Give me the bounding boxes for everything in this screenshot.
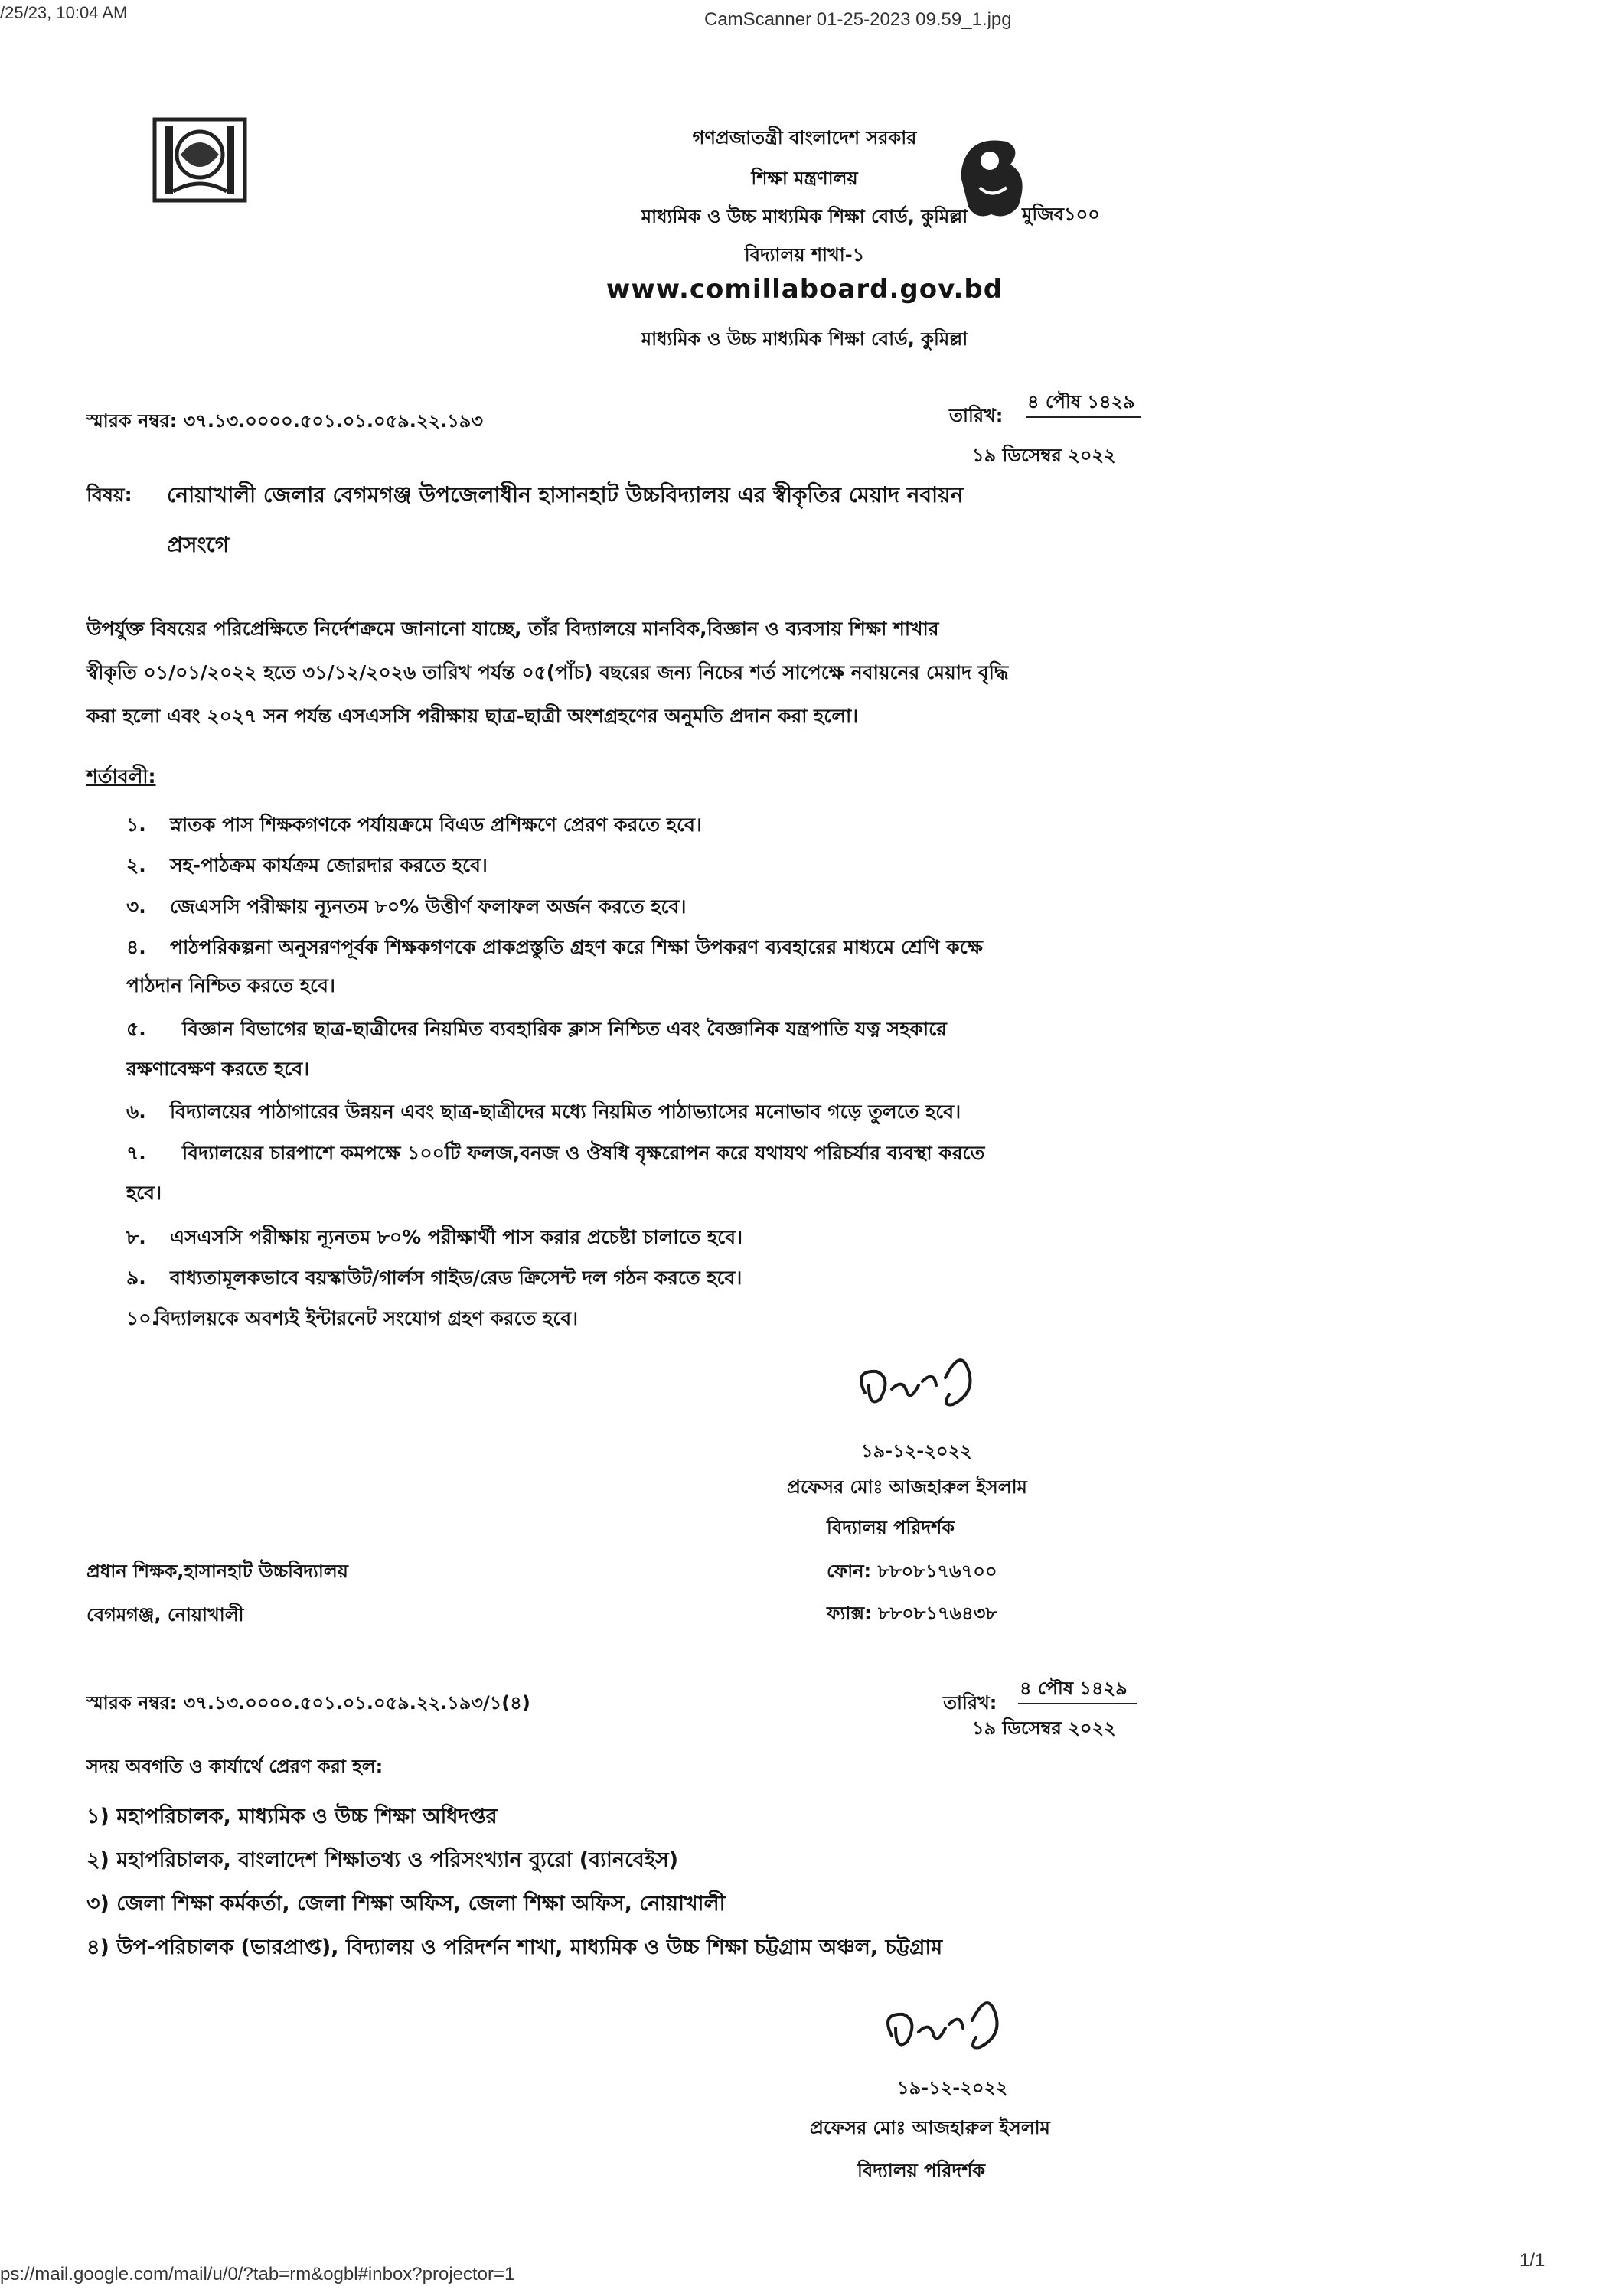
memo-date-label: তারিখ: (949, 405, 1004, 426)
letterhead-line-3: মাধ্যমিক ও উচ্চ মাধ্যমিক শিক্ষা বোর্ড, কুমিল্লা (641, 206, 968, 227)
memo-number: স্মারক নম্বর: ৩৭.১৩.০০০০.৫০১.০১.০৫৯.২২.১৯৩ (86, 410, 483, 432)
condition-text: স্নাতক পাস শিক্ষকগণকে পর্যায়ক্রমে বিএড প্রশিক্ষণে প্রেরণ করতে হবে। (170, 814, 702, 836)
condition-text: সহ-পাঠক্রম কার্যক্রম জোরদার করতে হবে। (170, 854, 488, 876)
mujib-logo-text: মুজিব১০০ (1022, 204, 1100, 225)
condition-5 (0, 1010, 1225, 1087)
condition-number: ৯. (126, 1267, 146, 1289)
condition-text-cont: রক্ষণাবেক্ষণ করতে হবে। (126, 1058, 310, 1080)
condition-4 (0, 928, 1225, 1005)
print-footer-page: 1/1 (1519, 2250, 1545, 2271)
condition-number: ১. (126, 814, 146, 836)
condition-2 (0, 846, 1225, 885)
copy-recipient-1: ১) মহাপরিচালক, মাধ্যমিক ও উচ্চ শিক্ষা অধিদপ্তর (86, 1805, 498, 1828)
date-underline (1026, 416, 1141, 418)
print-footer-url: ps://mail.google.com/mail/u/0/?tab=rm&ogbl#inbox?projector=1 (0, 2264, 515, 2285)
copy-recipient-2: ২) মহাপরিচালক, বাংলাদেশ শিক্ষাতথ্য ও পরিসংখ্যান ব্যুরো (ব্যানবেইস) (86, 1848, 679, 1872)
signature-1-icon (846, 1339, 999, 1424)
copy-intro: সদয় অবগতি ও কার্যার্থে প্রেরণ করা হল: (86, 1756, 383, 1777)
condition-6 (0, 1093, 1225, 1131)
condition-3 (0, 888, 1225, 926)
condition-number: ৫. (126, 1018, 146, 1040)
subject-label: বিষয়: (86, 484, 132, 506)
condition-number: ৬. (126, 1101, 146, 1123)
recipient-line-2: বেগমগঞ্জ, নোয়াখালী (86, 1604, 244, 1626)
signature-2-title: বিদ্যালয় পরিদর্শক (857, 2160, 986, 2181)
memo-2-date-english: ১৯ ডিসেম্বর ২০২২ (972, 1717, 1116, 1739)
copy-recipient-3: ৩) জেলা শিক্ষা কর্মকর্তা, জেলা শিক্ষা অফিস, জেলা শিক্ষা অফিস, নোয়াখালী (86, 1892, 726, 1916)
condition-text-cont: হবে। (126, 1182, 162, 1204)
print-timestamp: /25/23, 10:04 AM (0, 3, 128, 22)
memo-date-english: ১৯ ডিসেম্বর ২০২২ (972, 445, 1116, 466)
condition-number: ৪. (126, 936, 146, 958)
signature-2-date: ১৯-১২-২০২২ (897, 2077, 1008, 2099)
signature-2-name: প্রফেসর মোঃ আজহারুল ইসলাম (810, 2117, 1050, 2138)
letterhead-line-1: গণপ্রজাতন্ত্রী বাংলাদেশ সরকার (692, 127, 917, 148)
memo-date-bengali: ৪ পৌষ ১৪২৯ (1027, 391, 1135, 413)
condition-9 (0, 1259, 1225, 1297)
signature-1-title: বিদ্যালয় পরিদর্শক (827, 1517, 955, 1538)
condition-1 (0, 806, 1225, 844)
memo-2-number: স্মারক নম্বর: ৩৭.১৩.০০০০.৫০১.০১.০৫৯.২২.১৯৩/১(৪) (86, 1692, 530, 1714)
date-underline (1018, 1703, 1137, 1704)
copy-recipient-4: ৪) উপ-পরিচালক (ভারপ্রাপ্ত), বিদ্যালয় ও পরিদর্শন শাখা, মাধ্যমিক ও উচ্চ শিক্ষা চট্টগ্রাম অঞ্চল, চট্টগ্রাম (86, 1936, 943, 1959)
print-filename: CamScanner 01-25-2023 09.59_1.jpg (704, 9, 1012, 30)
memo-2-date-label: তারিখ: (943, 1692, 997, 1714)
condition-text: বিদ্যালয়কে অবশ্যই ইন্টারনেট সংযোগ গ্রহণ করতে হবে। (155, 1307, 579, 1329)
signature-2-icon (873, 1982, 1026, 2066)
condition-number: ৮. (126, 1226, 146, 1248)
body-line-2: স্বীকৃতি ০১/০১/২০২২ হতে ৩১/১২/২০২৬ তারিখ পর্যন্ত ০৫(পাঁচ) বছরের জন্য নিচের শর্ত সাপেক্ষে নবায়নের মেয়াদ বৃদ্ধি (86, 661, 1009, 683)
signature-1-fax: ফ্যাক্স: ৮৮০৮১৭৬৪৩৮ (827, 1603, 997, 1624)
condition-text: জেএসসি পরীক্ষায় ন্যূনতম ৮০% উত্তীর্ণ ফলাফল অর্জন করতে হবে। (170, 895, 687, 918)
condition-7 (0, 1134, 1225, 1211)
subject-line-2: প্রসংগে (167, 532, 230, 557)
recipient-line-1: প্রধান শিক্ষক,হাসানহাট উচ্চবিদ্যালয় (86, 1561, 348, 1582)
letterhead-line-2: শিক্ষা মন্ত্রণালয় (751, 168, 858, 189)
condition-8 (0, 1218, 1225, 1257)
memo-2-date-bengali: ৪ পৌষ ১৪২৯ (1020, 1678, 1128, 1699)
condition-text: এসএসসি পরীক্ষায় ন্যূনতম ৮০% পরীক্ষার্থী পাস করার প্রচেষ্টা চালাতে হবে। (170, 1226, 743, 1248)
condition-10 (0, 1300, 1225, 1338)
condition-text: বাধ্যতামূলকভাবে বয়স্কাউট/গার্লস গাইড/রেড ক্রিসেন্ট দল গঠন করতে হবে। (170, 1267, 742, 1289)
signature-1-name: প্রফেসর মোঃ আজহারুল ইসলাম (787, 1476, 1027, 1498)
conditions-title: শর্তাবলী: (86, 765, 156, 788)
board-website: www.comillaboard.gov.bd (605, 274, 1004, 305)
body-line-1: উপর্যুক্ত বিষয়ের পরিপ্রেক্ষিতে নির্দেশক্রমে জানানো যাচ্ছে, তাঁর বিদ্যালয়ে মানবিক,বিজ্ঞান ও ব্যবসায় শিক্ষা শাখার (86, 618, 939, 640)
body-line-3: করা হলো এবং ২০২৭ সন পর্যন্ত এসএসসি পরীক্ষায় ছাত্র-ছাত্রী অংশগ্রহণের অনুমতি প্রদান করা হলো। (86, 705, 859, 727)
letterhead-line-5: মাধ্যমিক ও উচ্চ মাধ্যমিক শিক্ষা বোর্ড, কুমিল্লা (641, 328, 968, 350)
subject-line-1: নোয়াখালী জেলার বেগমগঞ্জ উপজেলাধীন হাসানহাট উচ্চবিদ্যালয় এর স্বীকৃতির মেয়াদ নবায়ন (167, 482, 964, 507)
condition-text: বিদ্যালয়ের চারপাশে কমপক্ষে ১০০টি ফলজ,বনজ ও ঔষধি বৃক্ষরোপন করে যথাযথ পরিচর্যার ব্যবস্থা করতে (182, 1142, 985, 1164)
condition-text: বিদ্যালয়ের পাঠাগারের উন্নয়ন এবং ছাত্র-ছাত্রীদের মধ্যে নিয়মিত পাঠাভ্যাসের মনোভাব গড়ে তুলতে হবে। (170, 1101, 961, 1123)
letterhead-line-4: বিদ্যালয় শাখা-১ (744, 244, 865, 266)
condition-text-cont: পাঠদান নিশ্চিত করতে হবে। (126, 974, 335, 996)
condition-text: বিজ্ঞান বিভাগের ছাত্র-ছাত্রীদের নিয়মিত ব্যবহারিক ক্লাস নিশ্চিত এবং বৈজ্ঞানিক যন্ত্রপাতি যত্ন সহকারে (182, 1018, 947, 1040)
condition-number: ৭. (126, 1142, 146, 1164)
signature-1-phone: ফোন: ৮৮০৮১৭৬৭০০ (827, 1561, 997, 1582)
condition-number: ২. (126, 854, 146, 876)
condition-number: ১০. (126, 1307, 158, 1329)
condition-number: ৩. (126, 895, 146, 918)
condition-text: পাঠপরিকল্পনা অনুসরণপূর্বক শিক্ষকগণকে প্রাকপ্রস্তুতি গ্রহণ করে শিক্ষা উপকরণ ব্যবহারের মাধ্যমে শ্রেণি কক্ষে (170, 936, 983, 958)
signature-1-date: ১৯-১২-২০২২ (861, 1440, 972, 1462)
